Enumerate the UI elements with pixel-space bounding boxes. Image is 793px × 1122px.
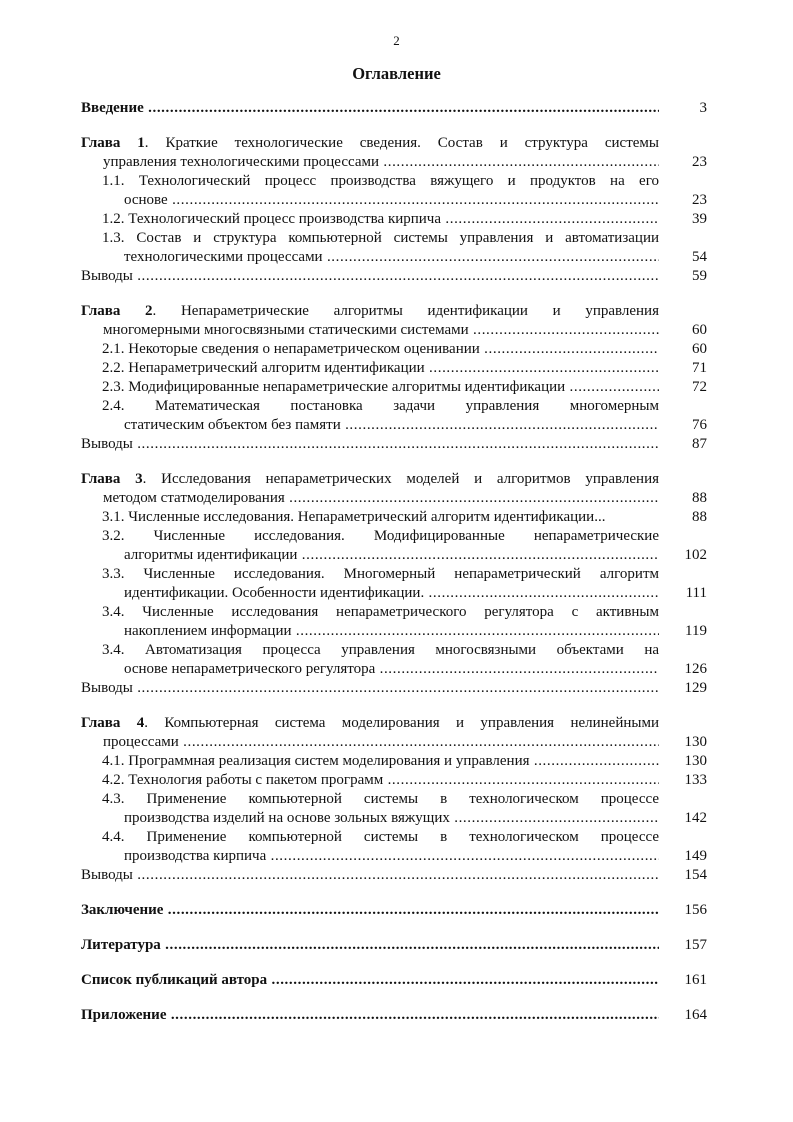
page-ref: 71 [692,360,707,376]
toc-entry [81,603,707,641]
toc-entry-text [102,752,659,771]
toc-line: Заключение [81,902,164,918]
toc-line: статическим объектом без памяти [124,417,341,433]
toc-entry [81,901,707,920]
page-ref: 154 [684,867,707,883]
page-ref: 76 [692,417,707,433]
page-ref: 142 [684,810,707,826]
toc-entry-text [102,565,659,584]
toc-entry-text [102,847,659,866]
page-ref: 23 [692,192,707,208]
toc-entry-text [102,584,659,603]
toc-entry-text [81,901,659,920]
toc-entry-text [102,378,659,397]
toc-entry-text [81,971,659,990]
toc-line: многомерными многосвязными статическими системами [103,322,469,338]
toc-entry [81,359,707,378]
toc-entry-text [102,229,659,248]
page-ref: 130 [684,734,707,750]
page-ref: 59 [692,268,707,284]
toc-entry [81,378,707,397]
toc-entry [81,641,707,679]
toc-entry-text [102,527,659,546]
toc-entry-text [81,99,659,118]
page-ref: 3 [699,100,707,116]
page-ref: 164 [684,1007,707,1023]
toc-line: идентификации. Особенности идентификации. [124,585,425,601]
toc-chapter-entry [81,134,707,172]
toc-line: 3.2. Численные исследования. Модифицированные непараметрические [102,528,659,544]
toc-line: . Компьютерная система моделирования и управления нелинейными [144,715,659,731]
toc-entry [81,229,707,267]
toc-line: 4.3. Применение компьютерной системы в технологическом процессе [102,791,659,807]
toc-entry-text [102,771,659,790]
toc-entry [81,267,707,286]
toc-line: методом статмоделирования [103,490,285,506]
toc-chapter-entry [81,470,707,508]
toc-line: управления технологическими процессами [103,154,380,170]
page-ref: 60 [692,322,707,338]
toc-entry-text [81,866,659,885]
toc-line: 3.4. Автоматизация процесса управления многосвязными объектами на [102,642,659,658]
toc-entry [81,527,707,565]
page-ref: 119 [685,623,707,639]
toc-line: . Краткие технологические сведения. Состав и структура системы [144,135,659,151]
toc-line: Введение [81,100,144,116]
toc-line: 2.1. Некоторые сведения о непараметрическом оценивании [102,341,480,357]
toc-line: 2.4. Математическая постановка задачи управления многомерным [102,398,659,414]
toc-line: Выводы [81,867,133,883]
page-number: 2 [393,33,400,48]
chapter-label: Глава 3 [81,471,143,487]
toc-entry-text [81,153,659,172]
page-ref: 149 [684,848,707,864]
toc-entry [81,790,707,828]
toc-entry-text [102,248,659,267]
page-ref: 23 [692,154,707,170]
toc-entry-text [102,828,659,847]
toc-line: 4.1. Программная реализация систем моделирования и управления [102,753,530,769]
page-ref: 129 [684,680,707,696]
toc-line: основе [124,192,168,208]
toc-entry-text [102,340,659,359]
toc-entry-text [81,714,659,733]
toc-entry-text [81,1006,659,1025]
toc-line: алгоритмы идентификации [124,547,298,563]
toc-line: накоплением информации [124,623,292,639]
toc-line: 3.3. Численные исследования. Многомерный непараметрический алгоритм [102,566,659,582]
page-ref: 133 [684,772,707,788]
toc-line: 3.4. Численные исследования непараметрического регулятора с активным [102,604,659,620]
toc-entry [81,172,707,210]
toc-line: . Исследования непараметрических моделей и алгоритмов управления [142,471,659,487]
toc-entry [81,936,707,955]
toc-entry [81,971,707,990]
toc-entry-text [102,191,659,210]
toc-entry [81,435,707,454]
page-ref: 130 [684,753,707,769]
toc-entry-text [102,416,659,435]
toc-line: Выводы [81,680,133,696]
toc-entry [81,397,707,435]
toc-line: Приложение [81,1007,167,1023]
chapter-label: Глава 4 [81,715,145,731]
toc-entry [81,565,707,603]
toc-line: процессами [103,734,179,750]
toc-line: Литература [81,937,161,953]
toc-entry-text [81,302,659,321]
toc-line: производства изделий на основе зольных вяжущих [124,810,450,826]
toc-entry-text [81,470,659,489]
chapter-label: Глава 2 [81,303,153,319]
toc-entry-text [102,210,659,229]
toc-entry-text [102,622,659,641]
toc-line: 1.1. Технологический процесс производства вяжущего и продуктов на его [102,173,659,189]
page-ref: 72 [692,379,707,395]
page-ref: 88 [692,509,707,525]
toc-entry-text [102,508,659,527]
page-ref: 88 [692,490,707,506]
toc-entry [81,99,707,118]
toc-line: Список публикаций автора [81,972,268,988]
toc-entry-text [81,733,659,752]
toc-entry-text [102,603,659,622]
toc-entry-text [81,134,659,153]
toc-entry-text [81,267,659,286]
toc-entry-text [81,936,659,955]
toc-line: 1.2. Технологический процесс производства кирпича [102,211,442,227]
toc-line: технологическими процессами [124,249,323,265]
toc-entry-text [81,321,659,340]
toc-line: Выводы [81,436,133,452]
toc-entry-text [102,172,659,191]
toc-line: Выводы [81,268,133,284]
page-ref: 102 [684,547,707,563]
toc-entry-text [102,359,659,378]
toc-entry [81,752,707,771]
page-ref: 156 [684,902,707,918]
toc-entry [81,508,707,527]
page-ref: 87 [692,436,707,452]
chapter-label: Глава 1 [81,135,145,151]
page-ref: 60 [692,341,707,357]
toc-line: 2.2. Непараметрический алгоритм идентификации [102,360,425,376]
toc-entry-text [102,790,659,809]
toc-chapter-entry [81,714,707,752]
toc-entry-text [81,435,659,454]
page-title: Оглавление [352,64,441,83]
toc-entry-text [102,397,659,416]
toc-entry [81,1006,707,1025]
toc-entry [81,771,707,790]
toc-entry [81,210,707,229]
toc-entry [81,828,707,866]
toc-line: основе непараметрического регулятора [124,661,376,677]
table-of-contents [81,99,707,1025]
page-ref: 157 [684,937,707,953]
toc-entry [81,866,707,885]
toc-entry-text [81,679,659,698]
page-ref: 111 [685,585,707,601]
toc-line: 3.1. Численные исследования. Непараметрический алгоритм идентификации... [102,509,606,525]
page-ref: 54 [692,249,707,265]
page-ref: 126 [684,661,707,677]
toc-line: 4.4. Применение компьютерной системы в технологическом процессе [102,829,659,845]
toc-line: 1.3. Состав и структура компьютерной системы управления и автоматизации [102,230,659,246]
toc-entry [81,340,707,359]
toc-line: . Непараметрические алгоритмы идентификации и управления [152,303,659,319]
page-ref: 39 [692,211,707,227]
toc-entry-text [102,660,659,679]
toc-line: 2.3. Модифицированные непараметрические алгоритмы идентификации [102,379,566,395]
toc-entry [81,679,707,698]
toc-chapter-entry [81,302,707,340]
toc-entry-text [102,546,659,565]
toc-line: 4.2. Технология работы с пакетом программ [102,772,384,788]
toc-line: производства кирпича [124,848,267,864]
toc-entry-text [81,489,659,508]
toc-entry-text [102,809,659,828]
page-ref: 161 [684,972,707,988]
toc-entry-text [102,641,659,660]
